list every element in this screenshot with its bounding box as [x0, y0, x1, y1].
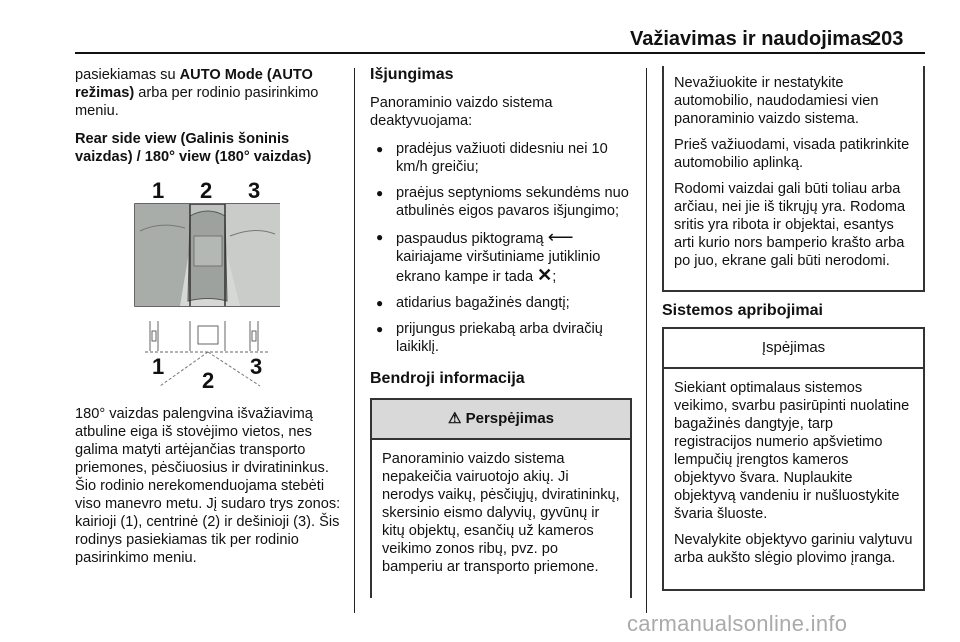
warning-box-header	[372, 400, 630, 440]
intro-text: pasiekiamas su	[75, 67, 180, 83]
page-number: 203	[870, 28, 904, 50]
deactivation-list	[370, 140, 635, 356]
figure-label-top-2: 2	[200, 178, 213, 203]
warning-box-body	[372, 440, 630, 576]
column-left	[75, 66, 345, 176]
list-item: ● pradėjus važiuoti didesniu nei 10 km/h greičiu;	[370, 140, 635, 176]
continued-warning-body	[664, 66, 923, 270]
warning-title: Perspėjimas	[465, 410, 554, 427]
header-rule	[75, 52, 925, 54]
back-arrow-icon: ⟵	[547, 227, 574, 247]
warning-paragraph: Rodomi vaizdai gali būti toliau arba arčiau, nei jie iš tikrųjų yra. Rodoma sritis yra ribota ir objektai, esantys arti kurio nors bamperio krašto arba po juo, ekrane gali būti nerodomi.	[674, 181, 906, 269]
list-item	[370, 228, 635, 286]
continued-warning-box	[662, 66, 925, 292]
subheading-rear-view: Rear side view (Galinis šoninis vaizdas) / 180° view (180° vaizdas)	[75, 131, 312, 165]
warning-paragraph: Prieš važiuodami, visada patikrinkite automobilio aplinką.	[674, 137, 910, 171]
column-middle	[370, 66, 635, 398]
caution-box-body	[664, 369, 923, 567]
deactivation-intro: Panoraminio vaizdo sistema deaktyvuojama:	[370, 95, 553, 129]
page-header-title: Važiavimas ir naudojimas	[630, 28, 873, 50]
warning-box	[370, 398, 632, 598]
figure-label-top-3: 3	[248, 178, 261, 203]
close-x-icon: ✕	[537, 265, 553, 285]
heading-deactivation: Išjungimas	[370, 66, 454, 83]
camera-view-illustration	[130, 176, 280, 390]
caution-title: Įspėjimas	[761, 339, 826, 356]
intro-paragraph	[75, 66, 345, 120]
list-item: ● atidarius bagažinės dangtį;	[370, 294, 635, 312]
list-item: ● praėjus septynioms sekundėms nuo atbulinės eigos pavaros išjungimo;	[370, 184, 635, 220]
column-divider-1	[354, 68, 355, 613]
list-item-text-end: ;	[552, 269, 557, 285]
list-item-text-mid: kairiajame viršutiniame jutiklinio ekrano kampe ir tada	[396, 249, 601, 285]
caution-box	[662, 327, 925, 591]
column-left-body	[75, 405, 345, 577]
figure-label-bottom-2: 2	[202, 368, 215, 390]
warning-text: Panoraminio vaizdo sistema nepakeičia vairuotojo akių. Ji nerodys vaikų, pėsčiųjų, dviratininkų, skersinio eismo dalyvių, gyvūnų ir kitų objektų, esančių už kameros veikimo zonos ribų, pvz. po bamperiu ar transporto priemone.	[382, 451, 620, 575]
column-right-heading	[662, 302, 925, 330]
caution-paragraph: Siekiant optimalaus sistemos veikimo, svarbu pasirūpinti nuolatine bagažinės dangtyje, tarp registracijos numerio apšvietimo lempučių įrengtos kameros objektyvo švara. Nuplaukite objektyvą vandeniu ir nušluostykite švaria šluoste.	[674, 380, 910, 522]
figure-label-bottom-3: 3	[250, 354, 263, 379]
column-divider-2	[646, 68, 647, 613]
heading-general-info: Bendroji informacija	[370, 370, 525, 387]
figure-label-bottom-1: 1	[152, 354, 165, 379]
list-item-text: paspaudus piktogramą	[396, 231, 544, 247]
figure-label-top-1: 1	[152, 178, 165, 203]
footer-watermark: carmanualsonline.info	[627, 611, 848, 636]
heading-system-limits: Sistemos apribojimai	[662, 302, 823, 319]
warning-paragraph: Nevažiuokite ir nestatykite automobilio, naudodamiesi vien panoraminio vaizdo sistema.	[674, 75, 879, 127]
list-item: ● prijungus priekabą arba dviračių laikiklį.	[370, 320, 635, 356]
camera-view-figure	[130, 176, 280, 390]
view-description: 180° vaizdas palengvina išvažiavimą atbuline eiga iš stovėjimo vietos, nes galima matyti artėjančias transporto priemones, pėsčiuosius ir dviratininkus. Šio rodinio nerekomenduojama stebėti viso manevro metu. Jį sudaro trys zonos: kairioji (1), centrinė (2) ir dešinioji (3). Šis rodinys pasiekiamas tik per rodinio pasirinkimo meniu.	[75, 406, 341, 566]
intro-text-end: arba per rodinio pasirinkimo meniu.	[75, 85, 319, 119]
intro-bold: AUTO Mode (AUTO režimas)	[75, 67, 313, 101]
warning-triangle-icon: ⚠	[447, 410, 462, 427]
caution-paragraph: Nevalykite objektyvo gariniu valytuvu arba aukšto slėgio plovimo įranga.	[674, 532, 913, 566]
caution-box-header	[664, 329, 923, 369]
